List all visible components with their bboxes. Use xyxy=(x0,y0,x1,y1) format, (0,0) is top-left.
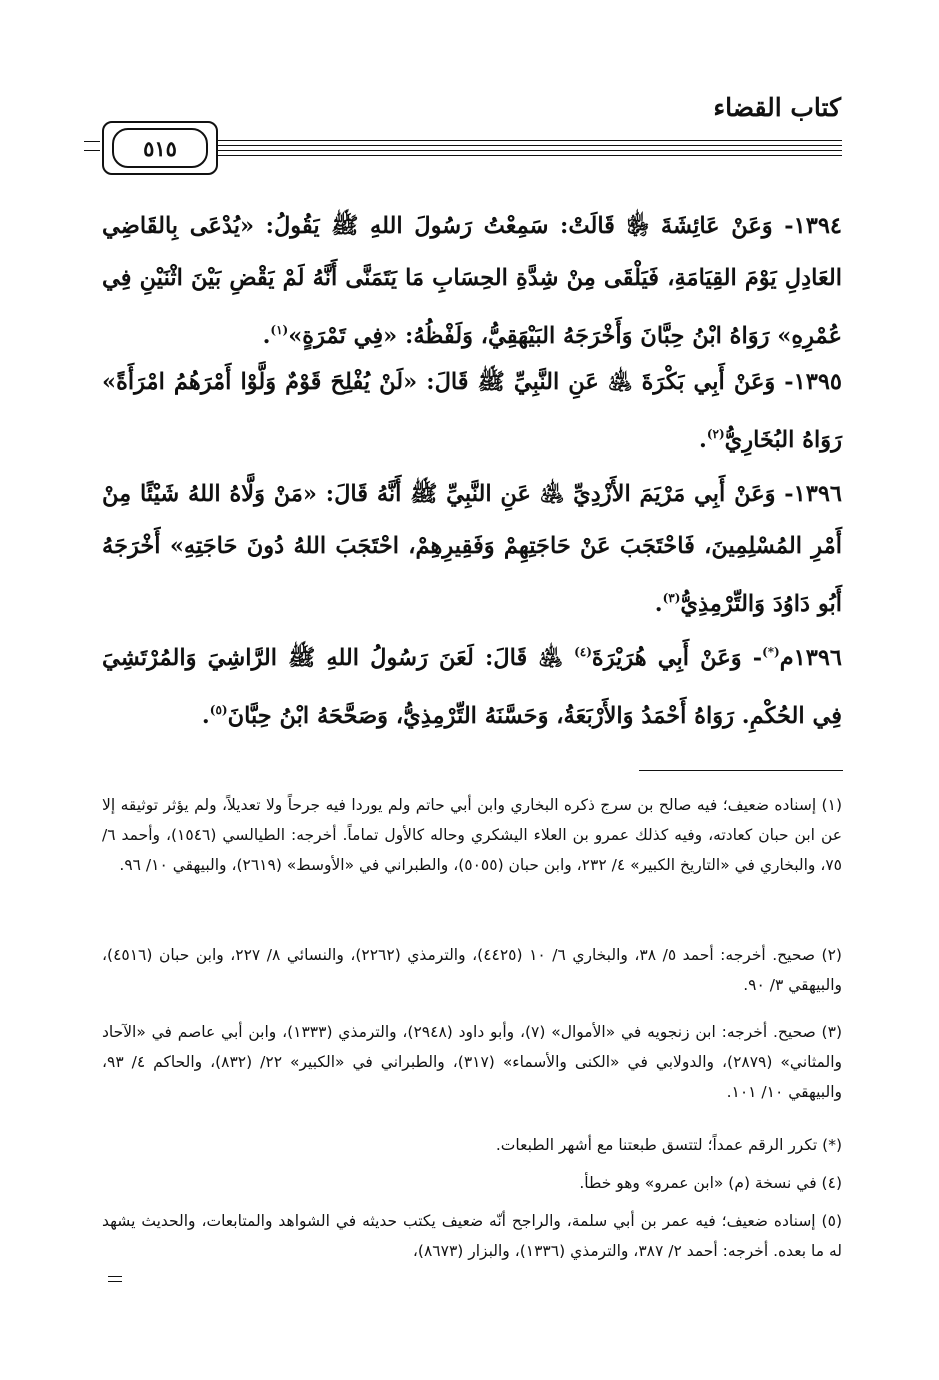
footnote-1: (١) إسناده ضعيف؛ فيه صالح بن سرج ذكره البخاري وابن أبي حاتم ولم يوردا فيه جرحاً ولا تعديلاً، ولم يؤثر توثيقه إلا عن ابن حبان كعادته، وفيه كذلك عمرو بن العلاء اليشكري وحاله كالأول تماماً. أخرجه: الطيالسي (١٥٤٦)، وأحمد ٦/ ٧٥، والبخاري في «التاريخ الكبير» ٤/ ٢٣٢، وابن حبان (٥٠٥٥)، والطبراني في «الأوسط» (٢٦١٩)، والبيهقي ١٠/ ٩٦. xyxy=(102,796,843,874)
footnote-separator xyxy=(639,770,843,771)
hadith-text-continued: ﵁ قَالَ: لَعَنَ رَسُولُ اللهِ ﷺ الرَّاشِيَ وَالمُرْتَشِيَ فِي الحُكْمِ. رَوَاهُ أَحْمَدُ وَالأَرْبَعَةُ، وَحَسَّنَهُ التِّرْمِذِيُّ، وَصَحَّحَهُ ابْنُ حِبَّانَ xyxy=(102,645,842,729)
footnote-ref: (٤) xyxy=(574,645,592,659)
hadith-number: ١٣٩٦م xyxy=(779,645,842,671)
continuation-mark xyxy=(108,1274,122,1284)
chapter-title: كتاب القضاء xyxy=(713,93,841,122)
page-number-ornament xyxy=(84,136,100,158)
hadith-text: ١٣٩٦- وَعَنْ أَبِي مَرْيَمَ الأَزْدِيِّ ﵁ عَنِ النَّبِيِّ ﷺ أَنَّهُ قَالَ: «مَنْ وَلَّاهُ اللهُ شَيْئًا مِنْ أَمْرِ المُسْلِمِينَ، فَاحْتَجَبَ عَنْ حَاجَتِهِمْ وَفَقِيرِهِمْ، احْتَجَبَ اللهُ دُونَ حَاجَتِهِ» أَخْرَجَهُ أَبُو دَاوُدَ وَالتِّرْمِذِيُّ xyxy=(102,481,842,617)
hadith-text: ١٣٩٥- وَعَنْ أَبِي بَكْرَةَ ﵁ عَنِ النَّبِيِّ ﷺ قَالَ: «لَنْ يُفْلِحَ قَوْمٌ وَلَّوْا أَمْرَهُمُ امْرَأَةً» رَوَاهُ البُخَارِيُّ xyxy=(102,369,842,453)
footnote-ref: (١) xyxy=(270,323,289,337)
footnote-5: (٥) إسناده ضعيف؛ فيه عمر بن أبي سلمة، والراجح أنّه ضعيف يكتب حديثه في الشواهد والمتابعات، والحديث يشهد له ما بعده. أخرجه: أحمد ٢/ ٣٨٧، والترمذي (١٣٣٦)، والبزار (٨٦٧٣)، xyxy=(102,1212,842,1260)
page-number-frame xyxy=(102,121,218,175)
hadith-text: - وَعَنْ أَبِي هُرَيْرَةَ xyxy=(591,645,763,671)
hadith-1395: ١٣٩٥- وَعَنْ أَبِي بَكْرَةَ ﵁ عَنِ النَّبِيِّ ﷺ قَالَ: «لَنْ يُفْلِحَ قَوْمٌ وَلَّوْا أَمْرَهُمُ امْرَأَةً» رَوَاهُ البُخَارِيُّ$^{(٢)}$. xyxy=(102,369,842,453)
footnote-3: (٣) صحيح. أخرجه: ابن زنجويه في «الأموال» (٧)، وأبو داود (٢٩٤٨)، والترمذي (١٣٣٣)، وابن أبي عاصم في «الآحاد والمثاني» (٢٨٧٩)، والدولابي في «الكنى والأسماء» (٣١٧)، والطبراني في «الكبير» ٢٢/ (٨٣٢)، والحاكم ٤/ ٩٣، والبيهقي ١٠/ ١٠١. xyxy=(102,1023,843,1101)
star-ref: (*) xyxy=(762,645,780,659)
footnote-ref: (٢) xyxy=(706,427,725,441)
hadith-text: ١٣٩٤- وَعَنْ عَائِشَةَ ﵂ قَالَتْ: سَمِعْتُ رَسُولَ اللهِ ﷺ يَقُولُ: «يُدْعَى بِالقَاضِي العَادِلِ يَوْمَ القِيَامَةِ، فَيَلْقَى مِنْ شِدَّةِ الحِسَابِ مَا يَتَمَنَّى أَنَّهُ لَمْ يَقْضِ بَيْنَ اثْنَيْنِ فِي عُمْرِهِ» رَوَاهُ ابْنُ حِبَّانَ وَأَخْرَجَهُ البَيْهَقِيُّ، وَلَفْظُهُ: «فِي تَمْرَةٍ» xyxy=(102,213,842,349)
footnote-4: (٤) في نسخة (م) «ابن عمرو» وهو خطأ. xyxy=(579,1174,842,1192)
hadith-1396m: ١٣٩٦م(*)- وَعَنْ أَبِي هُرَيْرَةَ$^{(٤)}$ ﵁ قَالَ: لَعَنَ رَسُولُ اللهِ ﷺ الرَّاشِيَ وَالمُرْتَشِيَ فِي الحُكْمِ. رَوَاهُ أَحْمَدُ وَالأَرْبَعَةُ، وَحَسَّنَهُ التِّرْمِذِيُّ، وَصَحَّحَهُ ابْنُ حِبَّانَ$^{(٥)}$. xyxy=(102,645,842,729)
hadith-1394: ١٣٩٤- وَعَنْ عَائِشَةَ ﵂ قَالَتْ: سَمِعْتُ رَسُولَ اللهِ ﷺ يَقُولُ: «يُدْعَى بِالقَاضِي العَادِلِ يَوْمَ القِيَامَةِ، فَيَلْقَى مِنْ شِدَّةِ الحِسَابِ مَا يَتَمَنَّى أَنَّهُ لَمْ يَقْضِ بَيْنَ اثْنَيْنِ فِي عُمْرِهِ» رَوَاهُ ابْنُ حِبَّانَ وَأَخْرَجَهُ البَيْهَقِيُّ، وَلَفْظُهُ: «فِي تَمْرَةٍ»$^{(١)}$. xyxy=(102,213,842,349)
footnote-ref: (٣) xyxy=(662,591,681,605)
footnote-star: (*) تكرر الرقم عمداً؛ لتتسق طبعتنا مع أشهر الطبعات. xyxy=(495,1136,842,1154)
page-number: ٥١٥ xyxy=(112,128,208,168)
footnote-ref: (٥) xyxy=(209,703,228,717)
header-rule xyxy=(216,136,842,166)
footnote-2: (٢) صحيح. أخرجه: أحمد ٥/ ٣٨، والبخاري ٦/ ١٠ (٤٤٢٥)، والترمذي (٢٢٦٢)، والنسائي ٨/ ٢٢٧، وابن حبان (٤٥١٦)، والبيهقي ٣/ ٩٠. xyxy=(102,946,842,994)
hadith-1396: ١٣٩٦- وَعَنْ أَبِي مَرْيَمَ الأَزْدِيِّ ﵁ عَنِ النَّبِيِّ ﷺ أَنَّهُ قَالَ: «مَنْ وَلَّاهُ اللهُ شَيْئًا مِنْ أَمْرِ المُسْلِمِينَ، فَاحْتَجَبَ عَنْ حَاجَتِهِمْ وَفَقِيرِهِمْ، احْتَجَبَ اللهُ دُونَ حَاجَتِهِ» أَخْرَجَهُ أَبُو دَاوُدَ وَالتِّرْمِذِيُّ$^{(٣)}$. xyxy=(102,481,842,617)
